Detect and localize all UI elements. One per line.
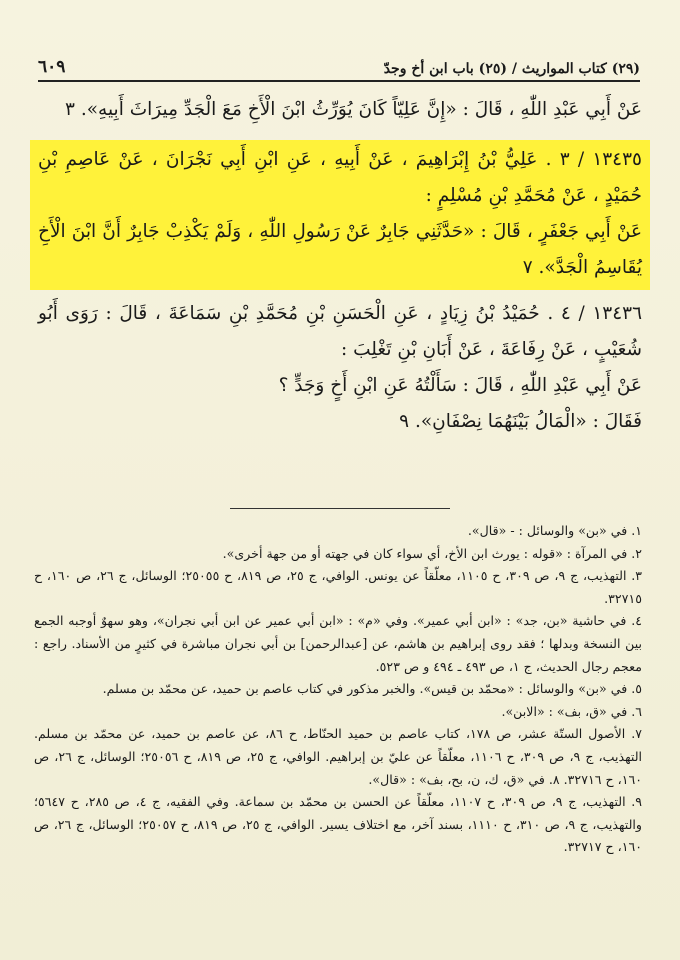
page-number: ٦٠٩: [38, 57, 66, 77]
highlighted-hadith: [30, 140, 650, 290]
footnote-item: ٥. في «بن» والوسائل : «محمّد بن قيس». والخبر مذكور في كتاب عاصم بن حميد، عن محمّد بن مسلم.: [102, 681, 642, 697]
footnote-item: ٤. في حاشية «بن، جد» : «ابن أبي عمير». وفي «م» : «ابن أبي عمير عن ابن أبي نجران»، وهو سهوٌ أوجبه الجمع بين النسخة وبدلها ؛ فقد روى إبراهيم بن هاشم، عن [عبدالرحمن] بن أبي نجران مباشرة في كثيرٍ من الأسناد. راجع : معجم رجال الحديث، ج ١، ص ٤٩٣ ـ ٤٩٤ و ص ٥٢٣.: [34, 613, 642, 674]
hadith-13436-question: عَنْ أَبِي عَبْدِ اللّٰهِ ، قَالَ : سَأَلْتُهُ عَنِ ابْنِ أَخٍ وَجَدٍّ ؟: [278, 375, 642, 396]
footnote-item: ٢. في المرآة : «قوله : يورث ابن الأخ، أي سواء كان في جهته أو من جهة أخرى».: [222, 545, 642, 561]
hadith-13435-isnad: ١٣٤٣٥ / ٣ . عَلِيُّ بْنُ إِبْرَاهِيمَ ، عَنْ أَبِيهِ ، عَنِ ابْنِ أَبِي نَجْرَانَ ، عَنْ عَاصِمِ بْنِ حُمَيْدٍ ، عَنْ مُحَمَّدِ بْنِ مُسْلِمٍ :: [38, 149, 642, 206]
main-text: [30, 92, 650, 440]
footnote-item: ٣. التهذيب، ج ٩، ص ٣٠٩، ح ١١٠٥، معلّقاً عن يونس. الوافي، ج ٢٥، ص ٨١٩، ح ٢٥٠٥٥؛ الوسائل، ج ٢٦، ص ١٦٠، ح ٣٢٧١٥.: [34, 568, 643, 606]
footnote-item: ٩. التهذيب، ج ٩، ص ٣٠٩، ح ١١٠٧، معلّقاً عن الحسن بن محمّد بن سماعة. وفي الفقيه، ج ٤، ص ٢٨٥، ح ٥٦٤٧؛ والتهذيب، ج ٩، ص ٣١٠، ح ١١١٠، بسند آخر، مع اختلاف يسير. الوافي، ج ٢٥، ص ٨١٩، ح ٢٥٠٥٧؛ الوسائل، ج ٢٦، ص ١٦٠، ح ٣٢٧١٧.: [34, 794, 643, 855]
hadith-continuation: عَنْ أَبِي عَبْدِ اللّٰهِ ، قَالَ : «إِنَّ عَلِيّاً كَانَ يُوَرِّثُ ابْنَ الْأَخِ مَعَ الْجَدِّ مِيرَاثَ أَبِيهِ». ٣: [65, 99, 642, 120]
footnote-item: ٧. الأصول الستّة عشر، ص ١٧٨، كتاب عاصم بن حميد الحنّاط، ح ٨٦، عن عاصم بن حميد، عن محمّد بن مسلم. التهذيب، ج ٩، ص ٣٠٩، ح ١١٠٦، معلّقاً عن عليّ بن إبراهيم. الوافي، ج ٢٥، ص ٨١٩، ح ٢٥٠٥٦؛ الوسائل، ج ٢٦، ص ١٦٠، ح ٣٢٧١٦. ٨. في «ق، ك، ن، بح، بف» : «قال».: [34, 726, 643, 787]
footnote-divider: [230, 508, 450, 509]
hadith-13436-isnad: ١٣٤٣٦ / ٤ . حُمَيْدُ بْنُ زِيَادٍ ، عَنِ الْحَسَنِ بْنِ مُحَمَّدِ بْنِ سَمَاعَةَ ، قَالَ : رَوَى أَبُو شُعَيْبٍ ، عَنْ رِفَاعَةَ ، عَنْ أَبَانِ بْنِ تَغْلِبَ :: [38, 303, 643, 360]
footnote-item: ٦. في «ق، بف» : «الابن».: [501, 703, 642, 719]
page-header: [38, 52, 640, 82]
footnotes: [34, 520, 642, 859]
hadith-13436-answer: فَقَالَ : «الْمَالُ بَيْنَهُمَا نِصْفَانِ». ٩: [399, 411, 642, 432]
footnote-item: ١. في «بن» والوسائل : - «قال».: [467, 523, 642, 538]
hadith-13435-matn: عَنْ أَبِي جَعْفَرٍ ، قَالَ : «حَدَّثَنِي جَابِرٌ عَنْ رَسُولِ اللّٰهِ ، وَلَمْ يَكْذِبْ جَابِرٌ أَنَّ ابْنَ الْأَخِ يُقَاسِمُ الْجَدَّ». ٧: [38, 221, 642, 278]
running-head: (٢٩) كتاب المواريث / (٢٥) باب ابن أخ وجدّ: [383, 61, 640, 77]
